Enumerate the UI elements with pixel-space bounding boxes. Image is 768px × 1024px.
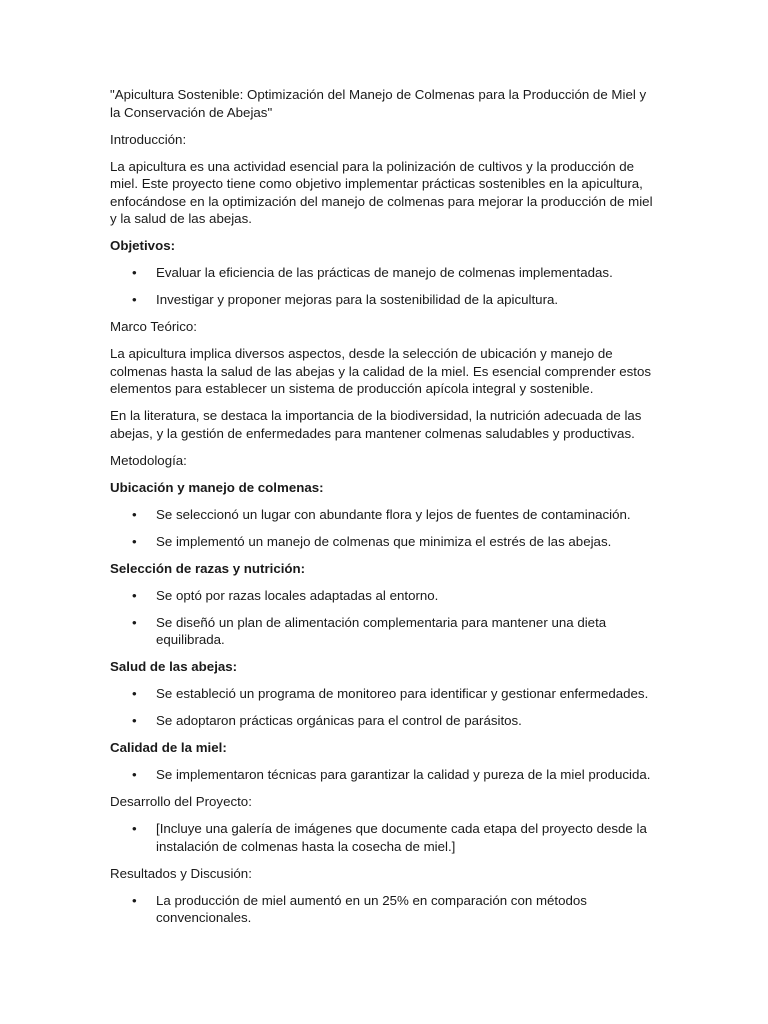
development-heading: Desarrollo del Proyecto: [110, 794, 252, 809]
bullet-icon: • [132, 292, 137, 307]
document-body [110, 86, 655, 936]
subsection-list [110, 587, 655, 649]
list-item [110, 712, 655, 730]
bullet-icon: • [132, 614, 137, 630]
subsection-heading: Salud de las abejas: [110, 659, 238, 674]
list-item [110, 291, 655, 309]
document-title: "Apicultura Sostenible: Optimización del Manejo de Colmenas para la Producción de Miel y la Conservación de Abejas" [110, 87, 647, 120]
list-item [110, 587, 655, 605]
bullet-icon: • [132, 533, 137, 549]
list-item [110, 685, 655, 703]
list-item-text: Se implementaron técnicas para garantizar la calidad y pureza de la miel producida. [156, 767, 651, 782]
intro-paragraph: La apicultura es una actividad esencial para la polinización de cultivos y la producción de miel. Este proyecto tiene como objetivo implementar prácticas sostenibles en la apicultura, enfocándose en la optimización del manejo de colmenas para mejorar la producción de miel y la salud de las abejas. [110, 158, 653, 226]
list-item-text: [Incluye una galería de imágenes que documente cada etapa del proyecto desde la instalación de colmenas hasta la cosecha de miel.] [156, 821, 647, 854]
list-item-text: La producción de miel aumentó en un 25% en comparación con métodos convencionales. [156, 892, 587, 925]
bullet-icon: • [132, 821, 137, 836]
bullet-icon: • [132, 587, 137, 603]
development-list [110, 820, 655, 855]
subsection-heading: Selección de razas y nutrición: [110, 560, 306, 576]
objectives-heading: Objetivos: [110, 238, 176, 253]
framework-paragraph: En la literatura, se destaca la importancia de la biodiversidad, la nutrición adecuada de las abejas, y la gestión de enfermedades para mantener colmenas saludables y productivas. [110, 408, 642, 441]
subsection-list [110, 685, 655, 730]
results-list [110, 892, 655, 927]
bullet-icon: • [132, 265, 137, 280]
list-item [110, 506, 655, 524]
list-item-text: Se optó por razas locales adaptadas al entorno. [156, 587, 439, 603]
bullet-icon: • [132, 892, 137, 908]
methodology-heading: Metodología: [110, 452, 187, 468]
framework-paragraph: La apicultura implica diversos aspectos, desde la selección de ubicación y manejo de colmenas hasta la salud de las abejas y la calidad de la miel. Es esencial comprender estos elementos para establecer un sistema de producción apícola integral y sostenible. [110, 346, 652, 396]
list-item [110, 892, 655, 927]
framework-heading: Marco Teórico: [110, 319, 197, 334]
objectives-list [110, 264, 655, 309]
results-heading: Resultados y Discusión: [110, 865, 252, 881]
list-item-text: Se diseñó un plan de alimentación complementaria para mantener una dieta equilibrada. [156, 614, 607, 647]
bullet-icon: • [132, 713, 137, 728]
intro-heading: Introducción: [110, 131, 187, 147]
list-item-text: Investigar y proponer mejoras para la sostenibilidad de la apicultura. [156, 292, 559, 307]
list-item-text: Se estableció un programa de monitoreo para identificar y gestionar enfermedades. [156, 686, 649, 701]
subsection-list [110, 766, 655, 784]
list-item [110, 533, 655, 551]
list-item [110, 766, 655, 784]
list-item [110, 614, 655, 649]
list-item-text: Se adoptaron prácticas orgánicas para el control de parásitos. [156, 713, 522, 728]
subsection-heading: Calidad de la miel: [110, 740, 227, 755]
list-item [110, 820, 655, 855]
list-item-text: Se implementó un manejo de colmenas que minimiza el estrés de las abejas. [156, 533, 612, 549]
bullet-icon: • [132, 506, 137, 522]
bullet-icon: • [132, 767, 137, 782]
list-item-text: Se seleccionó un lugar con abundante flora y lejos de fuentes de contaminación. [156, 506, 631, 522]
subsection-heading: Ubicación y manejo de colmenas: [110, 479, 324, 495]
list-item-text: Evaluar la eficiencia de las prácticas de manejo de colmenas implementadas. [156, 265, 613, 280]
subsection-list [110, 506, 655, 551]
bullet-icon: • [132, 686, 137, 701]
list-item [110, 264, 655, 282]
